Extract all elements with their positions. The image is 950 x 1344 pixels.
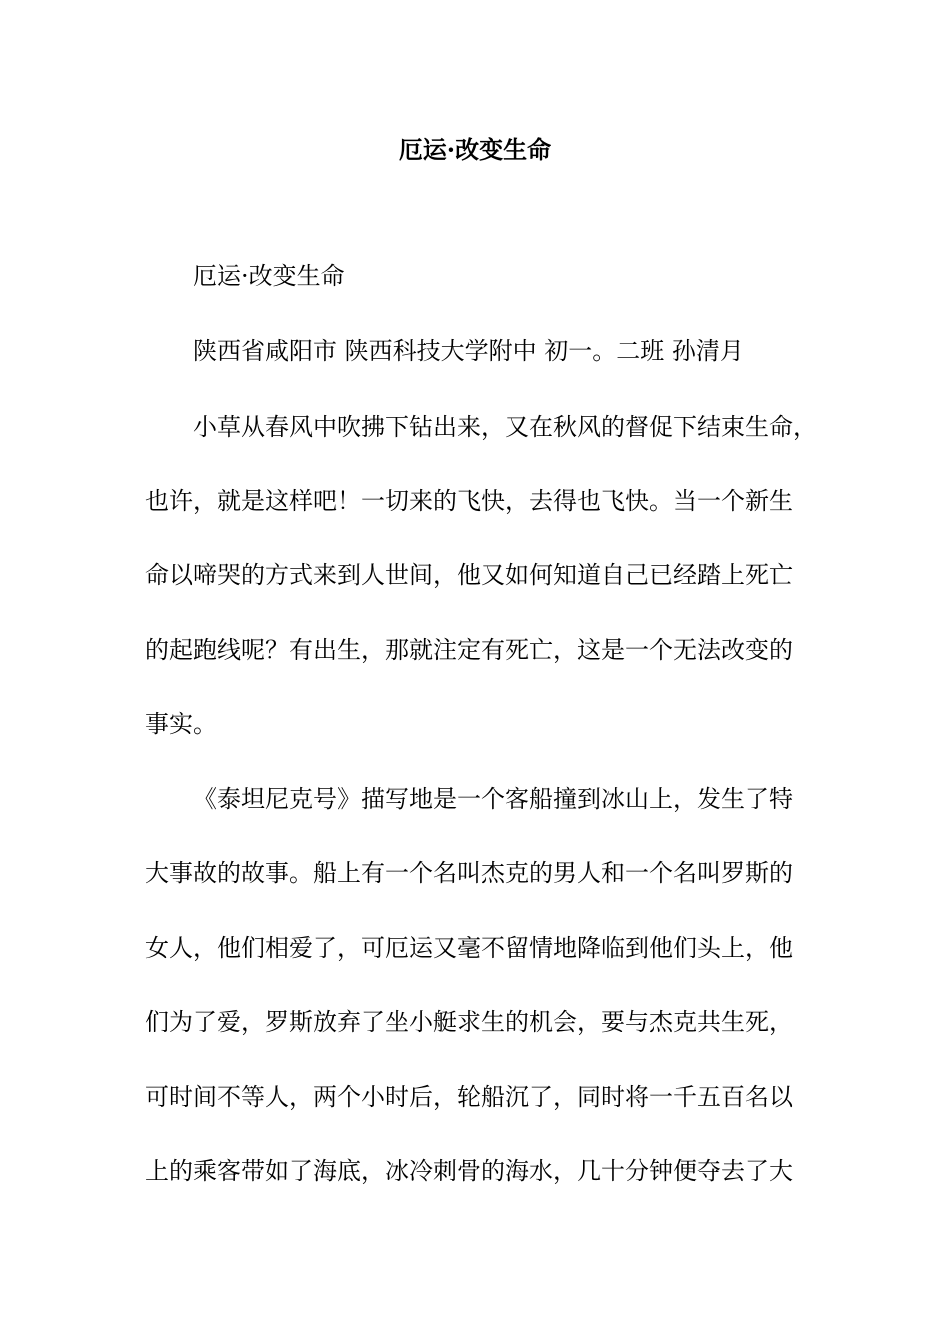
paragraph-2-line-1: 《泰坦尼克号》描写地是一个客船撞到冰山上，发生了特 bbox=[193, 785, 793, 813]
paragraph-1-line-1: 小草从春风中吹拂下钻出来，又在秋风的督促下结束生命， bbox=[193, 413, 817, 441]
paragraph-1-line-4: 的起跑线呢？有出生，那就注定有死亡，这是一个无法改变的 bbox=[145, 636, 793, 664]
paragraph-2-line-2: 大事故的故事。船上有一个名叫杰克的男人和一个名叫罗斯的 bbox=[145, 859, 793, 887]
paragraph-2-line-3: 女人，他们相爱了，可厄运又毫不留情地降临到他们头上，他 bbox=[145, 934, 793, 962]
paragraph-1-line-5: 事实。 bbox=[145, 710, 217, 738]
paragraph-2-line-5: 可时间不等人，两个小时后，轮船沉了，同时将一千五百名以 bbox=[145, 1083, 793, 1111]
paragraph-1-line-3: 命以啼哭的方式来到人世间，他又如何知道自己已经踏上死亡 bbox=[145, 561, 793, 589]
document-title: 厄运·改变生命 bbox=[398, 135, 552, 164]
subtitle: 厄运·改变生命 bbox=[193, 262, 345, 290]
byline: 陕西省咸阳市 陕西科技大学附中 初一。二班 孙清月 bbox=[193, 337, 744, 365]
paragraph-1-line-2: 也许，就是这样吧！一切来的飞快，去得也飞快。当一个新生 bbox=[145, 487, 793, 515]
paragraph-2-line-6: 上的乘客带如了海底，冰冷刺骨的海水，几十分钟便夺去了大 bbox=[145, 1157, 793, 1185]
paragraph-2-line-4: 们为了爱，罗斯放弃了坐小艇求生的机会，要与杰克共生死， bbox=[145, 1008, 793, 1036]
